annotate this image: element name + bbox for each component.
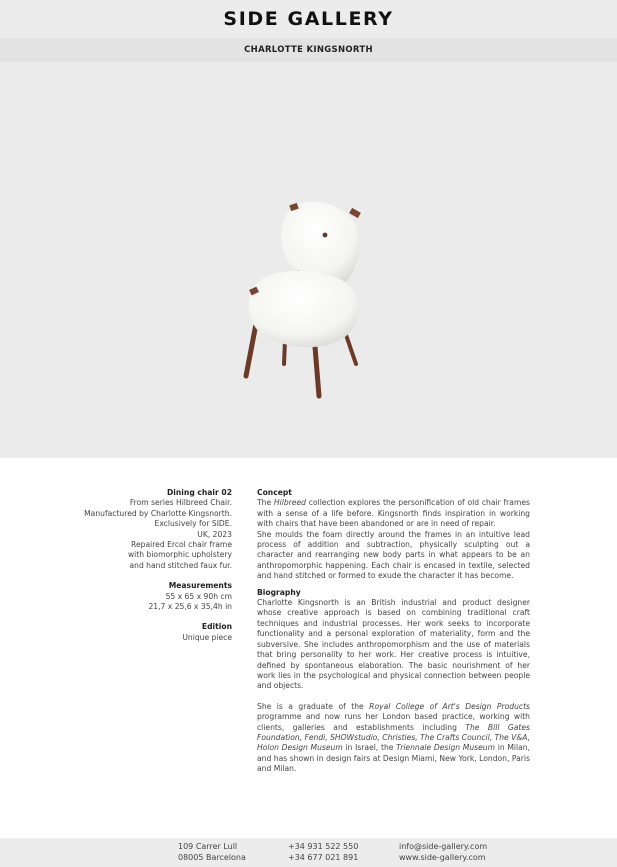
concept-paragraph-2: She moulds the foam directly around the frames in an intuitive lead process of addition and subtraction, physically sculpting out a character and rearranging new body parts in what appears to be an anthropomorphic happening. Each chair is encased in textile, selected and hand stitched or formed to exude the character it has become. (257, 529, 530, 581)
detail-line: From series Hilbreed Chair. (129, 498, 232, 508)
biography-paragraph-1: Charlotte Kingsnorth is an British industrial and product designer whose creative approach is based on combining traditional craft techniques and industrial processes. Her work seeks to incorporate functionality and a personal exploration of materiality, form and the subversive. She includes anthropomorphism and the use of materials that bring personality to her work. Her creative process is intuitive, defined by spontaneous elaboration. The basic nourishment of her work lies in the psychological and physical connection between people and objects. (257, 598, 530, 691)
address-line-2: 08005 Barcelona (178, 853, 246, 862)
biography-title: Biography (257, 587, 301, 597)
address-line-1: 109 Carrer Lull (178, 842, 238, 851)
product-details (60, 488, 232, 643)
product-title: Dining chair 02 (167, 488, 232, 497)
email-link[interactable]: info@side-gallery.com (399, 842, 488, 851)
brand-logo[interactable]: SIDE GALLERY (223, 8, 394, 30)
description (257, 488, 530, 775)
concept-title: Concept (257, 488, 292, 497)
detail-line: Repaired Ercol chair frame (131, 540, 232, 550)
detail-line: UK, 2023 (197, 529, 232, 539)
header (0, 0, 617, 38)
footer (0, 838, 617, 867)
measurement-in: 21,7 x 25,6 x 35,4h in (148, 602, 232, 612)
biography-paragraph-2: She is a graduate of the Royal College of Art's Design Products programme and now runs her London based practice, working with clients, galleries and establishments including The Bill Gates Foundation, Fendi, SHOWstudio, Christies, The Crafts Council, The V&A, Holon Design Museum in Israel, the Triennale Design Museum in Milan, and has shown in design fairs at Design Miami, New York, London, Paris and Milan. (257, 701, 531, 774)
website-link[interactable]: www.side-gallery.com (399, 853, 486, 862)
artist-bar (0, 38, 617, 62)
phone-1[interactable]: +34 931 522 550 (288, 842, 359, 851)
artist-name: CHARLOTTE KINGSNORTH (244, 45, 373, 55)
measurement-cm: 55 x 65 x 90h cm (165, 591, 232, 601)
edition-value: Unique piece (182, 632, 232, 642)
phone-2[interactable]: +34 677 021 891 (288, 853, 359, 862)
chair-seat (249, 271, 359, 347)
product-photo (0, 62, 617, 458)
detail-line: Exclusively for SIDE. (154, 519, 232, 529)
measurements-title: Measurements (168, 581, 232, 591)
concept-paragraph-1: The Hilbreed collection explores the personification of old chair frames with a sense of a life before. Kingsnorth finds inspiration in working with chairs that have been abandoned or are in need of repair. (257, 498, 530, 529)
detail-line: and hand stitched faux fur. (129, 560, 232, 570)
edition-title: Edition (201, 622, 232, 632)
footer-phones (288, 841, 358, 863)
chair-image (0, 62, 617, 458)
detail-line: with biomorphic upholstery (127, 550, 232, 560)
detail-line: Manufactured by Charlotte Kingsnorth. (84, 508, 232, 518)
footer-contact (399, 841, 487, 863)
footer-address (178, 841, 246, 863)
